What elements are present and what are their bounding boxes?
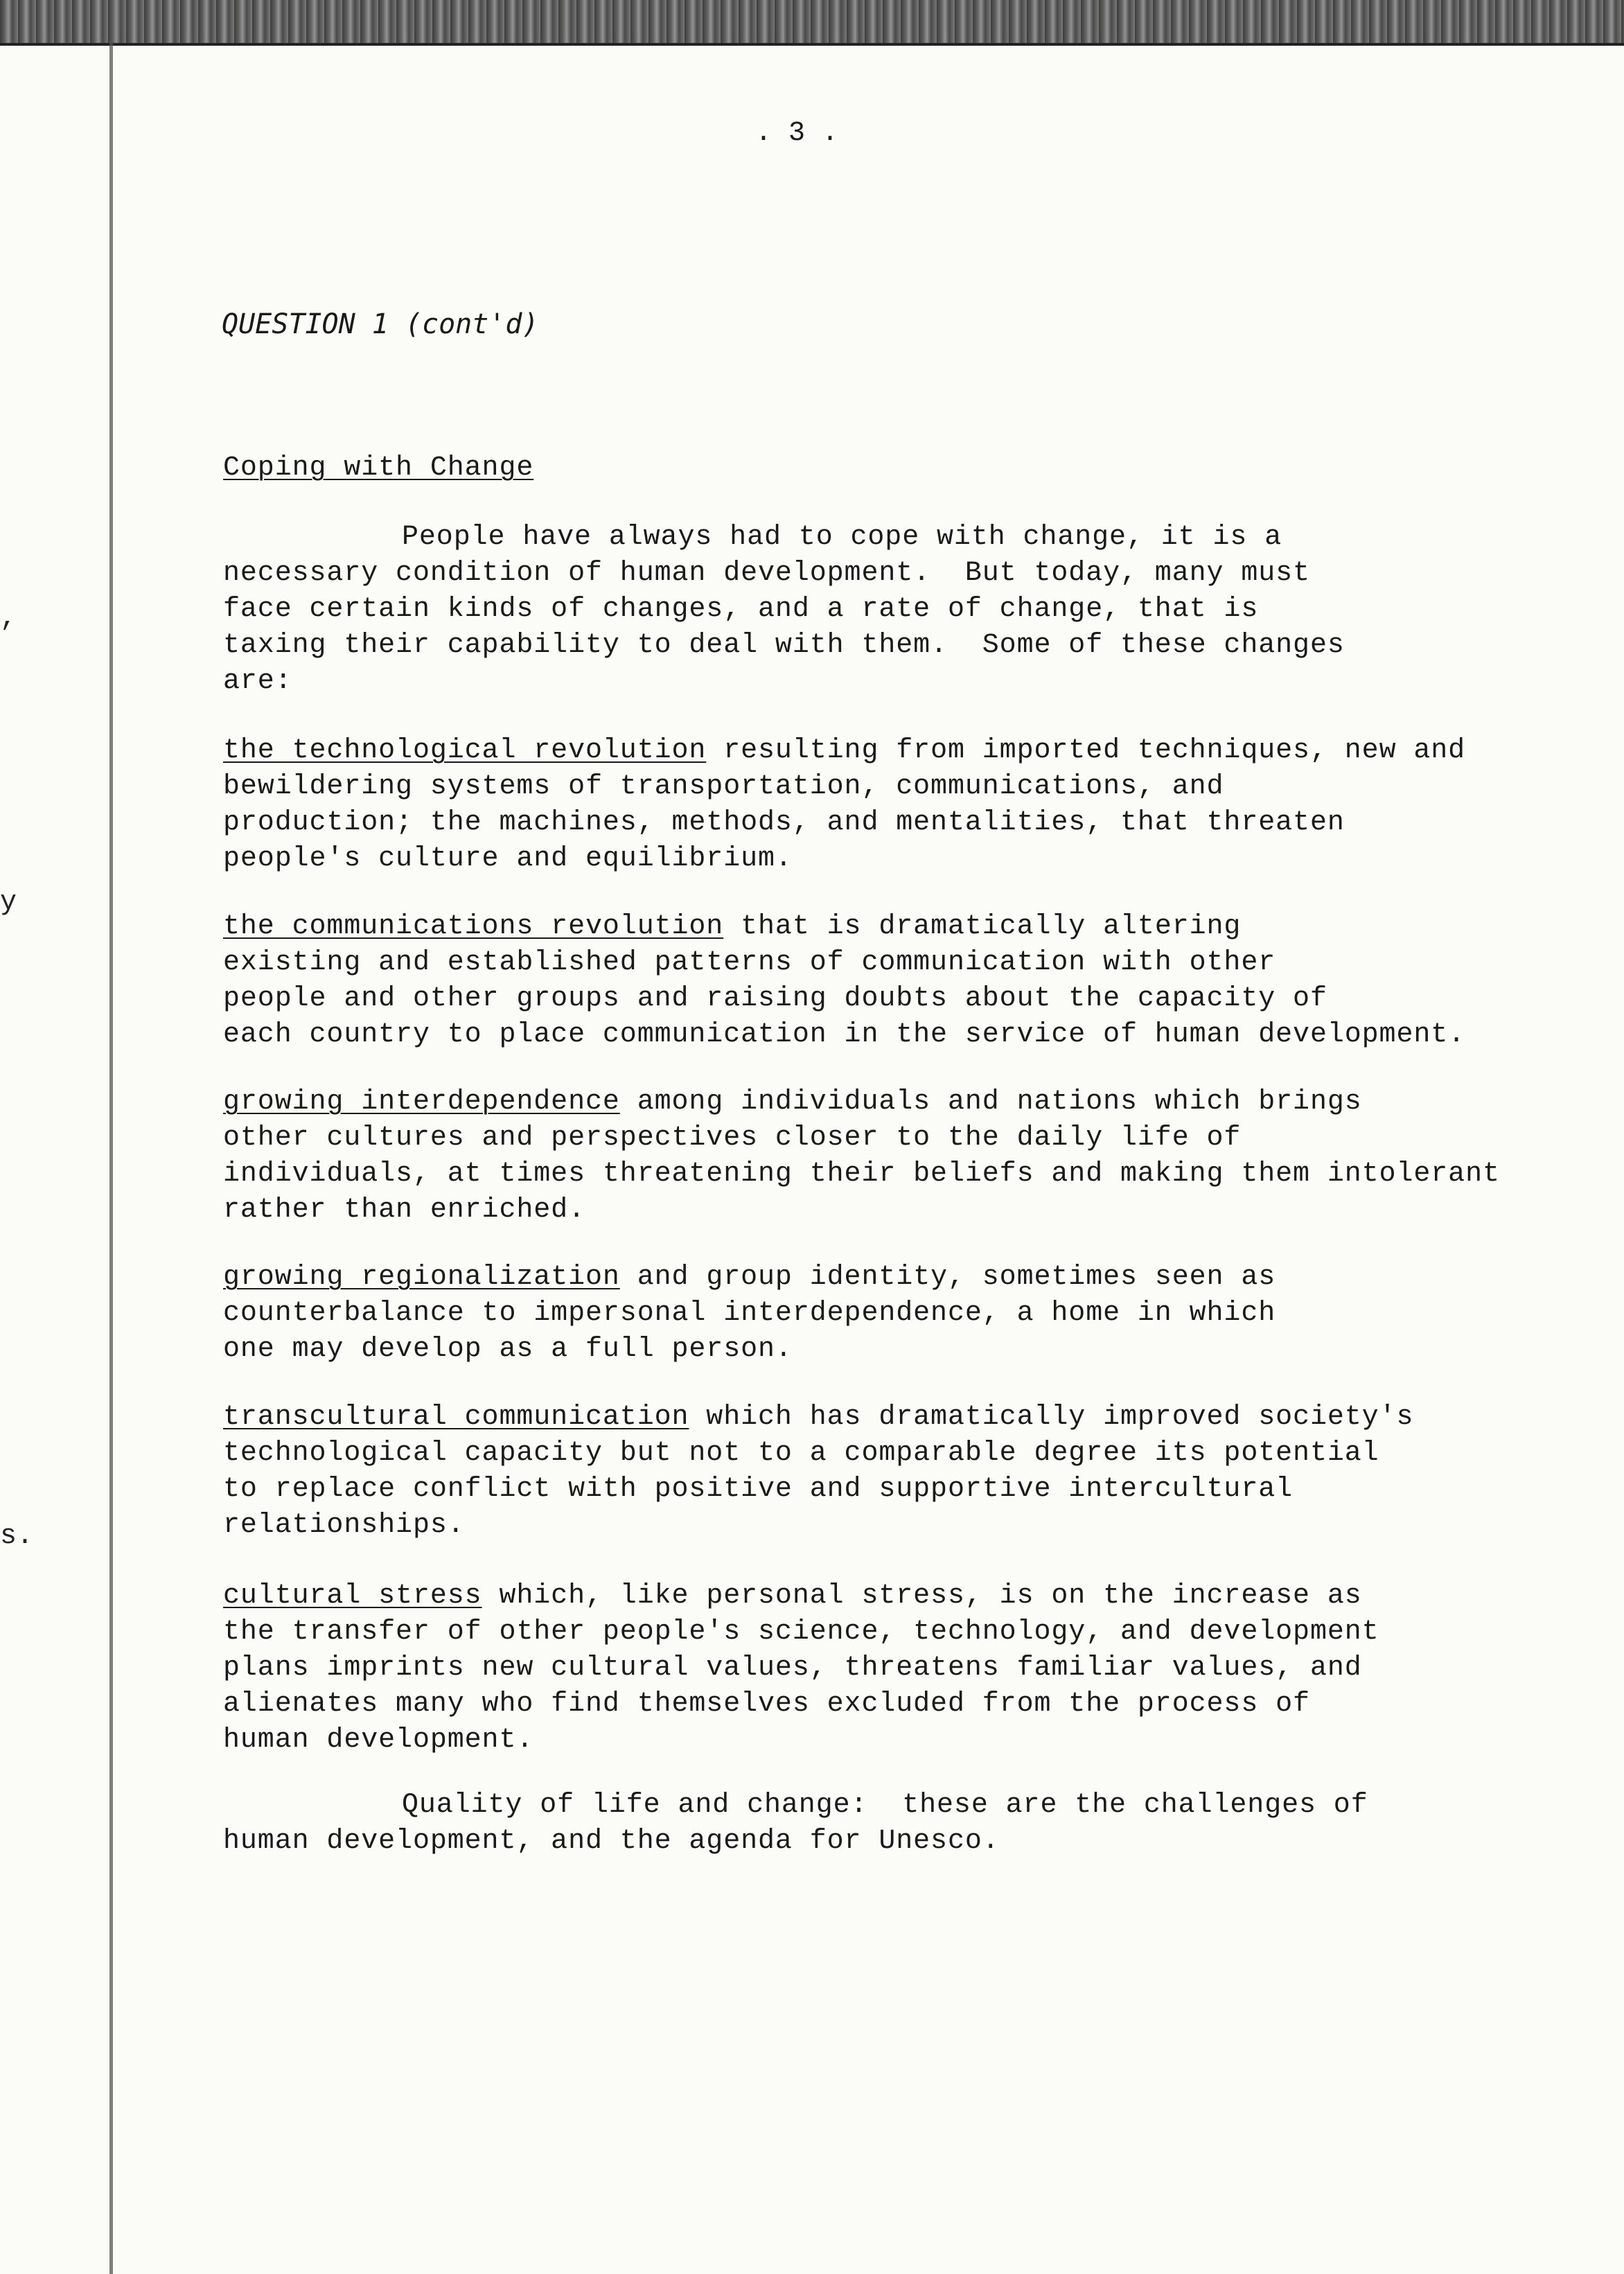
change-item bbox=[223, 909, 1553, 1053]
paragraph-line: people's culture and equilibrium. bbox=[223, 843, 793, 874]
item-term: growing interdependence bbox=[223, 1086, 620, 1118]
paragraph-line: existing and established patterns of communication with other bbox=[223, 947, 1276, 978]
change-item bbox=[223, 1578, 1553, 1759]
item-term: the technological revolution bbox=[223, 735, 707, 766]
paragraph-line: people and other groups and raising doubts about the capacity of bbox=[223, 983, 1327, 1014]
paragraph-line: bewildering systems of transportation, communications, and bbox=[223, 771, 1224, 802]
scan-top-edge bbox=[0, 43, 1624, 46]
item-text: which, like personal stress, is on the increase as bbox=[482, 1580, 1362, 1612]
item-term: growing regionalization bbox=[223, 1262, 620, 1293]
change-item bbox=[223, 733, 1553, 877]
paragraph-line: taxing their capability to deal with them. Some of these changes bbox=[223, 630, 1345, 661]
paragraph-line: the transfer of other people's science, technology, and development bbox=[223, 1616, 1379, 1648]
paragraph-line: each country to place communication in the service of human development. bbox=[223, 1019, 1466, 1050]
closing-paragraph bbox=[223, 1788, 1553, 1860]
paragraph-line: technological capacity but not to a comparable degree its potential bbox=[223, 1438, 1379, 1469]
item-term: the communications revolution bbox=[223, 911, 724, 942]
paragraph-line: face certain kinds of changes, and a rate of change, that is bbox=[223, 594, 1259, 625]
binding-margin-line bbox=[109, 42, 113, 2274]
paragraph-line: human development. bbox=[223, 1725, 534, 1756]
intro-paragraph bbox=[223, 520, 1553, 700]
item-text: that is dramatically altering bbox=[723, 911, 1242, 942]
item-text: and group identity, sometimes seen as bbox=[619, 1262, 1276, 1293]
paragraph-line: rather than enriched. bbox=[223, 1195, 585, 1226]
paragraph-line: production; the machines, methods, and mentalities, that threaten bbox=[223, 807, 1345, 838]
section-title-block bbox=[223, 450, 1553, 486]
paragraph-line: relationships. bbox=[223, 1510, 465, 1541]
change-item bbox=[223, 1260, 1553, 1368]
change-item bbox=[223, 1084, 1553, 1228]
question-heading: QUESTION 1 (cont'd) bbox=[222, 308, 539, 340]
paragraph-line: Quality of life and change: these are the challenges of bbox=[402, 1790, 1368, 1821]
paragraph-line: to replace conflict with positive and supportive intercultural bbox=[223, 1474, 1294, 1505]
paragraph-line: human development, and the agenda for Unesco. bbox=[223, 1826, 1000, 1857]
paragraph-line: one may develop as a full person. bbox=[223, 1334, 793, 1365]
margin-fragment: s. bbox=[0, 1521, 34, 1552]
item-text: among individuals and nations which brings bbox=[619, 1086, 1362, 1118]
item-text: which has dramatically improved society's bbox=[689, 1402, 1414, 1433]
paragraph-line: alienates many who find themselves excluded from the process of bbox=[223, 1689, 1310, 1720]
scan-top-border bbox=[0, 0, 1624, 44]
margin-fragment: , bbox=[0, 603, 17, 634]
paragraph-line: necessary condition of human development. But today, many must bbox=[223, 558, 1310, 589]
item-term: transcultural communication bbox=[223, 1402, 689, 1433]
paragraph-line: plans imprints new cultural values, threatens familiar values, and bbox=[223, 1652, 1362, 1684]
change-item bbox=[223, 1400, 1553, 1544]
paragraph-line: counterbalance to impersonal interdependence, a home in which bbox=[223, 1298, 1276, 1329]
paragraph-line: are: bbox=[223, 666, 292, 697]
margin-fragment: y bbox=[0, 887, 17, 918]
section-title: Coping with Change bbox=[223, 452, 534, 484]
paragraph-line: People have always had to cope with change, it is a bbox=[402, 522, 1282, 553]
page-number: . 3 . bbox=[755, 118, 839, 149]
paragraph-line: individuals, at times threatening their beliefs and making them intolerant bbox=[223, 1158, 1500, 1190]
item-term: cultural stress bbox=[223, 1580, 482, 1612]
item-text: resulting from imported techniques, new and bbox=[706, 735, 1466, 766]
paragraph-line: other cultures and perspectives closer to the daily life of bbox=[223, 1122, 1242, 1154]
